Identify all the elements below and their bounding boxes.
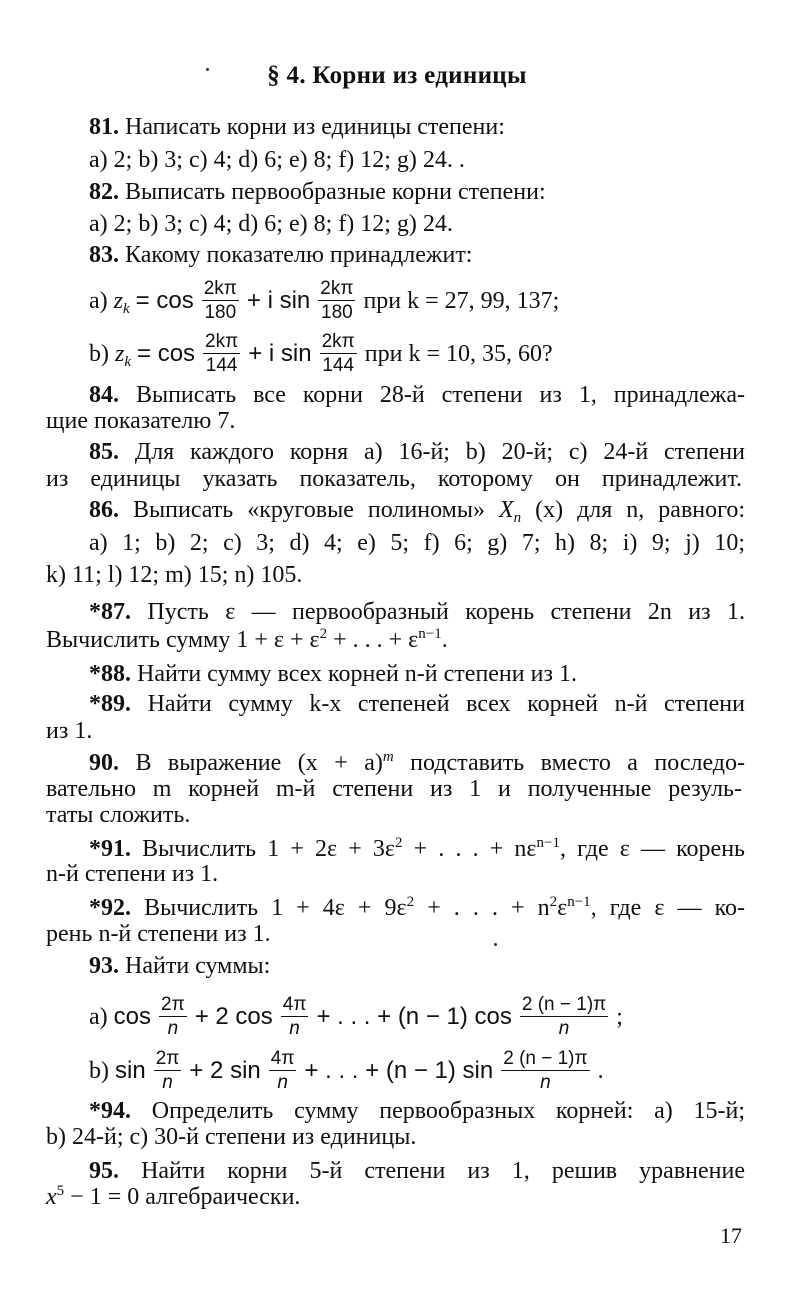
item-label: a) (89, 1004, 108, 1031)
problem-95-line2 (46, 1182, 746, 1212)
subscript: k (123, 301, 130, 318)
problem-86-line1 (89, 495, 745, 525)
problem-text: Найти сумму всех корней n-й степени из 1. (137, 661, 577, 687)
superscript: 2 (406, 894, 415, 910)
problem-text: Определить сумму первообразных корней: a) 15-й; (151, 1098, 745, 1124)
problem-number: 86. (89, 497, 119, 523)
problem-text: Пусть ε — первообразный корень степени 2n из 1. (147, 599, 746, 625)
item-label: b) (89, 1058, 109, 1085)
denominator: n (269, 1070, 297, 1092)
superscript: 2 (395, 835, 403, 851)
problem-93 (89, 951, 745, 981)
formula-tail: . (597, 1058, 604, 1085)
problem-90-line3: таты сложить. (46, 802, 191, 828)
problem-81-options: a) 2; b) 3; c) 4; d) 6; e) 8; f) 12; g) 24. . (89, 147, 465, 173)
numerator: 2 (n − 1)π (503, 1048, 588, 1069)
superscript: 2 (319, 626, 328, 642)
problem-text: Написать корни из единицы степени: (125, 114, 505, 140)
problem-text: + . . . + nε (402, 836, 537, 862)
subscript: k (124, 354, 132, 371)
problem-text: Выписать «круговые полиномы» (133, 497, 485, 523)
problem-83 (89, 240, 745, 270)
problem-number: 95. (89, 1158, 119, 1184)
problem-82-options: a) 2; b) 3; c) 4; d) 6; e) 8; f) 12; g) 24. (89, 211, 453, 237)
problem-82 (89, 177, 745, 207)
problem-number: *89. (89, 691, 131, 717)
numerator: 2kπ (320, 278, 354, 299)
problem-89-line2: из 1. (46, 718, 93, 744)
denominator: n (154, 1070, 182, 1092)
problem-number: *91. (89, 836, 131, 862)
problem-text: + . . . + n (414, 895, 550, 921)
formula-part: cos (113, 1003, 152, 1031)
formula-part: + i sin (248, 340, 312, 368)
numerator: 2kπ (203, 278, 237, 299)
formula-part: sin (115, 1057, 146, 1085)
formula-tail: при k = 27, 99, 137; (363, 288, 560, 315)
denominator: n (281, 1016, 309, 1038)
superscript: n−1 (536, 835, 560, 851)
problem-text: − 1 = 0 алгебраически. (64, 1184, 301, 1210)
problem-text: ε (557, 895, 568, 921)
denominator: n (159, 1016, 187, 1038)
problem-89-line1 (89, 689, 745, 719)
formula-part: + . . . + (n − 1) cos (316, 1003, 512, 1031)
formula-tail: при k = 10, 35, 60? (364, 341, 553, 368)
problem-93-b-formula (89, 1048, 745, 1094)
problem-86-line3: k) 11; l) 12; m) 15; n) 105. (46, 562, 303, 588)
problem-90-line2: вательно m корней m-й степени из 1 и полученные резуль- (46, 776, 742, 802)
numerator: 4π (270, 1048, 295, 1069)
numerator: 4π (282, 994, 307, 1015)
problem-text: , где ε — корень (559, 836, 745, 862)
numerator: 2kπ (205, 331, 239, 352)
problem-text: Найти суммы: (125, 953, 271, 979)
problem-number: 83. (89, 242, 119, 268)
fraction (320, 332, 357, 375)
variable: X (498, 497, 514, 523)
problem-88 (89, 659, 745, 689)
variable: z (115, 341, 125, 368)
numerator: 2π (155, 1048, 180, 1069)
problem-text: + . . . + ε (327, 627, 419, 653)
fraction (202, 279, 239, 322)
problem-91-line2: n-й степени из 1. (46, 861, 219, 887)
fraction (281, 995, 309, 1038)
variable: z (113, 288, 123, 315)
problem-87-line2 (46, 625, 746, 655)
item-label: b) (89, 341, 109, 368)
formula-part: + . . . + (n − 1) sin (304, 1057, 494, 1085)
denominator: n (520, 1016, 608, 1038)
superscript: 5 (56, 1183, 65, 1199)
fraction (154, 1049, 182, 1092)
denominator: 144 (203, 353, 240, 375)
problem-text: Найти сумму k-х степеней всех корней n-й степени (147, 691, 745, 717)
formula-part: = cos (137, 340, 196, 368)
problem-number: 90. (89, 750, 119, 776)
superscript: 2 (549, 894, 558, 910)
problem-81 (89, 112, 745, 142)
problem-text: Выписать первообразные корни степени: (125, 179, 546, 205)
variable: x (46, 1184, 57, 1210)
numerator: 2 (n − 1)π (521, 994, 607, 1015)
problem-87-line1 (89, 597, 745, 627)
fraction (203, 332, 240, 375)
item-label: a) (89, 288, 108, 315)
subscript: n (513, 510, 522, 526)
problem-text: В выражение (x + a) (135, 750, 383, 776)
fraction (520, 995, 608, 1038)
print-speck (494, 943, 497, 946)
denominator: 144 (320, 353, 357, 375)
numerator: 2π (161, 994, 185, 1015)
problem-83-b-formula (89, 331, 745, 377)
problem-text: Вычислить 1 + 2ε + 3ε (142, 836, 396, 862)
problem-83-a-formula (89, 278, 745, 324)
formula-part: = cos (135, 287, 194, 315)
page-number: 17 (720, 1223, 742, 1248)
problem-85-line1 (89, 437, 745, 467)
problem-number: 81. (89, 114, 119, 140)
numerator: 2kπ (321, 331, 355, 352)
problem-text: Вычислить сумму 1 + ε + ε (46, 627, 320, 653)
problem-text: . (441, 627, 448, 653)
fraction (318, 279, 355, 322)
section-title: § 4. Корни из единицы (267, 62, 527, 89)
superscript: n−1 (567, 894, 591, 910)
formula-part: + 2 sin (189, 1057, 261, 1085)
denominator: 180 (202, 300, 239, 322)
problem-text: (x) для n, равного: (535, 497, 746, 523)
problem-84-line2: щие показателю 7. (46, 408, 236, 434)
problem-number: 84. (89, 382, 119, 408)
superscript: m (382, 749, 394, 765)
fraction (159, 995, 187, 1038)
denominator: 180 (318, 300, 355, 322)
problem-number: 82. (89, 179, 119, 205)
problem-text: Для каждого корня a) 16-й; b) 20-й; c) 24-й степени (134, 439, 745, 465)
problem-text: , где ε — ко- (590, 895, 745, 921)
problem-text: Вычислить 1 + 4ε + 9ε (144, 895, 407, 921)
problem-number: 93. (89, 953, 119, 979)
problem-86-line2: a) 1; b) 2; c) 3; d) 4; e) 5; f) 6; g) 7; h) 8; i) 9; j) 10; (89, 530, 745, 556)
formula-part: + i sin (246, 287, 311, 315)
problem-85-line2: из единицы указать показатель, которому он принадлежит. (46, 466, 742, 492)
problem-number: 85. (89, 439, 119, 465)
problem-93-a-formula (89, 994, 745, 1040)
problem-94-line2: b) 24-й; c) 30-й степени из единицы. (46, 1124, 417, 1150)
problem-text: подставить вместо a последо- (393, 750, 746, 776)
formula-tail: ; (616, 1004, 623, 1031)
problem-number: *87. (89, 599, 131, 625)
problem-text: Выписать все корни 28-й степени из 1, принадлежа- (135, 382, 745, 408)
fraction (501, 1049, 589, 1092)
problem-92-line2: рень n-й степени из 1. (46, 921, 271, 947)
denominator: n (501, 1070, 589, 1092)
superscript: n−1 (418, 626, 442, 642)
problem-number: *88. (89, 661, 131, 687)
problem-text: Какому показателю принадлежит: (125, 242, 473, 268)
problem-text: Найти корни 5-й степени из 1, решив уравнение (141, 1158, 745, 1184)
formula-part: + 2 cos (194, 1003, 273, 1031)
problem-number: *94. (89, 1098, 131, 1124)
problem-number: *92. (89, 895, 131, 921)
fraction (269, 1049, 297, 1092)
